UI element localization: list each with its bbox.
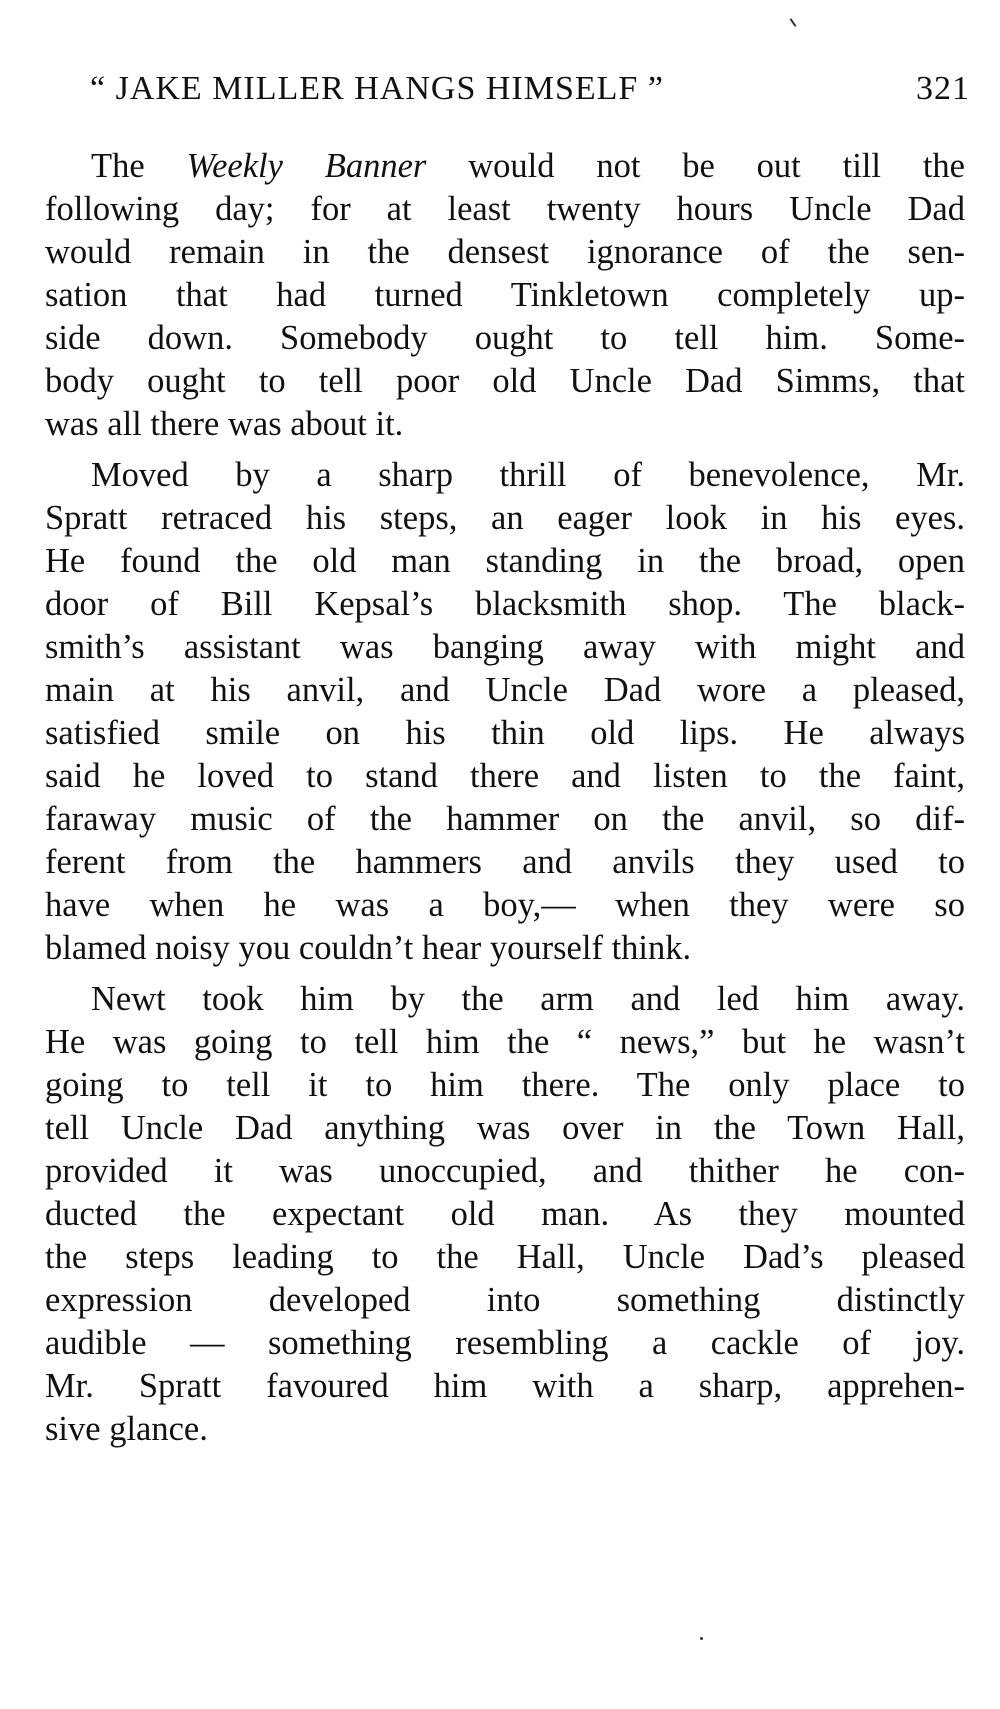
text-line: going to tell it to him there. The only place to: [45, 1066, 965, 1104]
text-line: said he loved to stand there and listen to the faint,: [45, 757, 965, 795]
text-line: Newt took him by the arm and led him away.: [91, 980, 965, 1018]
text-line: door of Bill Kepsal’s blacksmith shop. The black-: [45, 585, 965, 623]
text-line: The Weekly Banner would not be out till the: [91, 147, 965, 185]
text-line: He found the old man standing in the broad, open: [45, 542, 965, 580]
text-line: provided it was unoccupied, and thither he con-: [45, 1152, 965, 1190]
text-line: ducted the expectant old man. As they mounted: [45, 1195, 965, 1233]
text-line: was all there was about it.: [45, 405, 404, 443]
text-line: the steps leading to the Hall, Uncle Dad’s pleased: [45, 1238, 965, 1276]
text-line: would remain in the densest ignorance of the sen-: [45, 233, 965, 271]
text-line: Moved by a sharp thrill of benevolence, Mr.: [91, 456, 965, 494]
page-header: [90, 70, 970, 120]
text-line: have when he was a boy,— when they were so: [45, 886, 965, 924]
text-line: body ought to tell poor old Uncle Dad Simms, that: [45, 362, 965, 400]
paragraph-3: [45, 978, 965, 1451]
text-line: Mr. Spratt favoured him with a sharp, apprehen-: [45, 1367, 965, 1405]
text-line: sive glance.: [45, 1410, 208, 1448]
text-line: audible — something resembling a cackle of joy.: [45, 1324, 965, 1362]
page-body: [45, 145, 965, 1459]
text-line: ferent from the hammers and anvils they used to: [45, 843, 965, 881]
text-line: tell Uncle Dad anything was over in the Town Hall,: [45, 1109, 965, 1147]
print-speck: [790, 18, 797, 27]
running-title: “ JAKE MILLER HANGS HIMSELF ”: [90, 70, 664, 107]
text-line: Spratt retraced his steps, an eager look in his eyes.: [45, 499, 965, 537]
text-line: blamed noisy you couldn’t hear yourself think.: [45, 929, 692, 967]
paragraph-1: [45, 145, 965, 446]
text-line: following day; for at least twenty hours Uncle Dad: [45, 190, 965, 228]
page-number: 321: [916, 70, 970, 107]
text-line: side down. Somebody ought to tell him. Some-: [45, 319, 965, 357]
text-line: smith’s assistant was banging away with might and: [45, 628, 965, 666]
newspaper-title: Weekly Banner: [186, 147, 427, 185]
text-line: main at his anvil, and Uncle Dad wore a pleased,: [45, 671, 965, 709]
text-line: satisfied smile on his thin old lips. He always: [45, 714, 965, 752]
print-speck: [700, 1637, 703, 1640]
paragraph-2: [45, 454, 965, 970]
text-line: sation that had turned Tinkletown completely up-: [45, 276, 965, 314]
text-line: He was going to tell him the “ news,” but he wasn’t: [45, 1023, 965, 1061]
text-line: expression developed into something distinctly: [45, 1281, 965, 1319]
text-line: faraway music of the hammer on the anvil, so dif-: [45, 800, 965, 838]
